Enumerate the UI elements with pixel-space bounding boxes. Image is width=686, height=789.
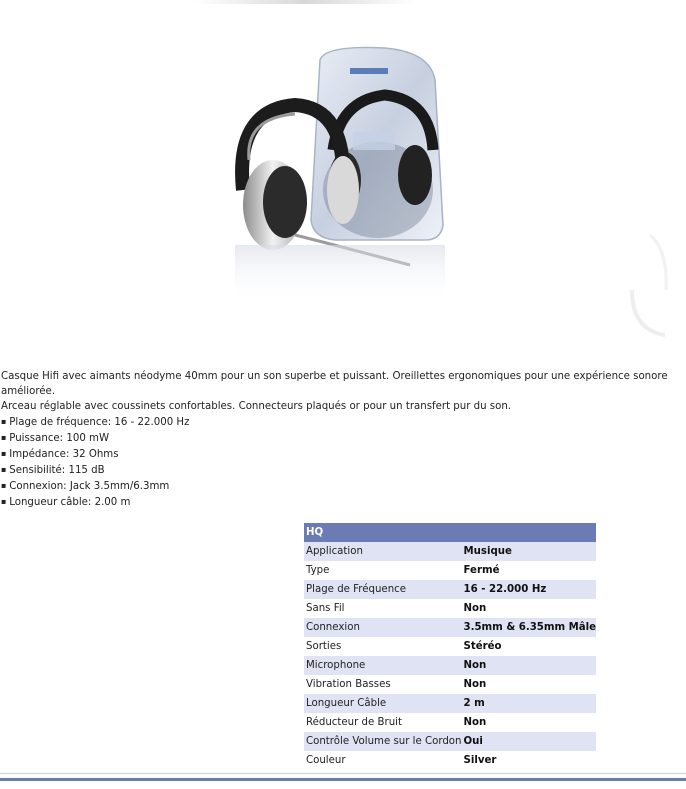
bullet-icon: ▪ [1,481,7,490]
spec-label: Sorties [306,641,342,652]
spec-value: Stéréo [463,641,502,652]
footer-divider-light [0,773,686,774]
feature-item: ▪ Sensibilité: 115 dB [1,462,189,478]
spec-value: Non [463,679,487,690]
table-row [304,561,596,580]
spec-value: 3.5mm & 6.35mm Mâle [462,618,597,637]
spec-label: Contrôle Volume sur le Cordon [304,732,462,751]
table-row [304,542,596,561]
spec-label: Connexion [304,618,462,637]
spec-label: Microphone [304,656,462,675]
table-header-brand: HQ [304,523,596,542]
headphones-product-image [225,40,465,310]
spec-table [304,523,596,770]
top-decoration [195,0,415,4]
table-row [304,694,596,713]
table-row [304,656,596,675]
bullet-icon: ▪ [1,449,7,458]
bullet-icon: ▪ [1,433,7,442]
spec-label: Couleur [306,755,346,766]
spec-value: Fermé [463,565,500,576]
spec-value: 16 - 22.000 Hz [462,580,597,599]
table-row [304,580,596,599]
table-row [304,713,596,732]
feature-item: ▪ Puissance: 100 mW [1,430,189,446]
feature-list [1,414,189,510]
spec-label: Application [304,542,462,561]
spec-label: Longueur Câble [304,694,462,713]
spec-value: Musique [462,542,597,561]
spec-value: Non [463,603,487,614]
table-row [304,599,596,618]
description-line-1: Casque Hifi avec aimants néodyme 40mm pour un son superbe et puissant. Oreillettes ergonomiques pour une expérience sonore améliorée. [1,371,668,397]
bullet-icon: ▪ [1,465,7,474]
feature-item: ▪ Longueur câble: 2.00 m [1,494,189,510]
feature-item: ▪ Plage de fréquence: 16 - 22.000 Hz [1,414,189,430]
bullet-icon: ▪ [1,497,7,506]
table-row [304,675,596,694]
spec-label: Réducteur de Bruit [306,717,402,728]
description-line-2: Arceau réglable avec coussinets confortables. Connecteurs plaqués or pour un transfert pur du son. [1,401,512,412]
spec-value: Non [462,656,597,675]
spec-value: 2 m [462,694,597,713]
spec-label: Plage de Fréquence [304,580,462,599]
spec-value: Non [463,717,487,728]
table-row [304,637,596,656]
spec-label: Vibration Basses [306,679,391,690]
feature-item: ▪ Impédance: 32 Ohms [1,446,189,462]
table-row [304,618,596,637]
spec-value: Oui [462,732,597,751]
table-row [304,751,596,770]
table-row [304,732,596,751]
table-header-row [304,523,596,542]
side-decoration [630,230,670,340]
product-description [1,369,685,414]
spec-value: Silver [463,755,497,766]
feature-item: ▪ Connexion: Jack 3.5mm/6.3mm [1,478,189,494]
spec-label: Type [306,565,330,576]
footer-divider [0,778,686,781]
bullet-icon: ▪ [1,417,7,426]
spec-label: Sans Fil [306,603,345,614]
